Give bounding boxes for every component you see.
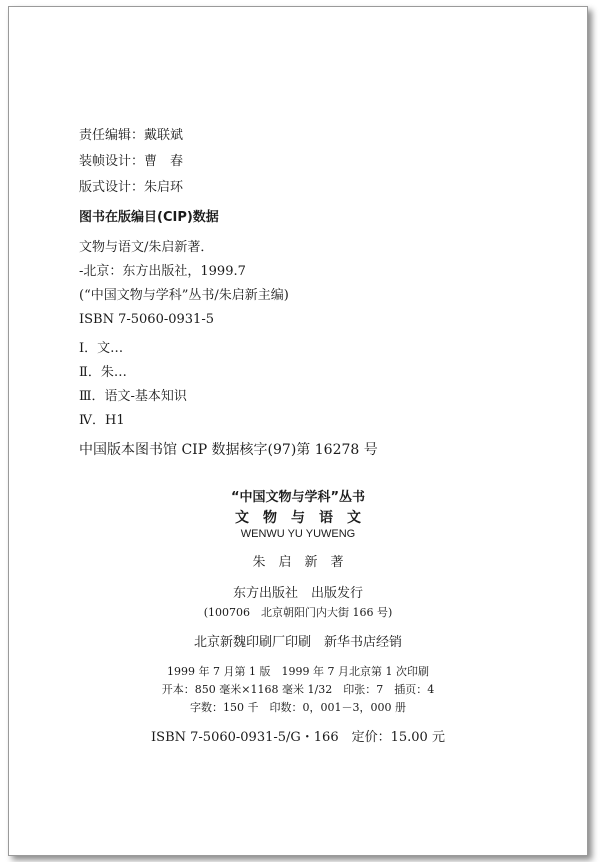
- format-info: 开本：850 毫米×1168 毫米 1/32 印张：7 插页：4: [161, 683, 435, 696]
- isbn-price: ISBN 7-5060-0931-5/G・166 定价：15.00 元: [151, 730, 445, 745]
- cip-heading: 图书在版编目(CIP)数据: [79, 210, 219, 225]
- cip-line: 文物与语文/朱启新著．: [79, 240, 214, 255]
- cip-line: (“中国文物与学科”丛书/朱启新主编): [79, 288, 289, 303]
- printer-distributor: 北京新魏印刷厂印刷 新华书店经销: [193, 635, 402, 650]
- publisher-address: (100706 北京朝阳门内大街 166 号): [203, 606, 393, 619]
- copyright-page: [8, 6, 588, 856]
- book-title: 文 物 与 语 文: [235, 510, 361, 526]
- cip-record-number: 中国版本图书馆 CIP 数据核字(97)第 16278 号: [79, 442, 378, 458]
- book-title-pinyin: WENWU YU YUWENG: [240, 528, 356, 540]
- cip-line: -北京：东方出版社，1999.7: [79, 264, 246, 279]
- binding-design-credit: 装帧设计：曹 春: [79, 154, 184, 169]
- cip-subject: Ⅲ．语文-基本知识: [79, 389, 187, 404]
- series-name: “中国文物与学科”丛书: [230, 490, 366, 505]
- edition-info: 1999 年 7 月第 1 版 1999 年 7 月北京第 1 次印刷: [167, 665, 429, 678]
- cip-line: ISBN 7-5060-0931-5: [79, 312, 214, 327]
- print-counts: 字数：150 千 印数：0，001－3，000 册: [190, 701, 406, 714]
- author: 朱 启 新 著: [252, 555, 344, 570]
- cip-subject: Ⅳ．H1: [79, 413, 125, 428]
- cip-subject: Ⅱ．朱…: [79, 365, 127, 380]
- publisher: 东方出版社 出版发行: [232, 586, 363, 601]
- layout-design-credit: 版式设计：朱启环: [79, 180, 184, 195]
- editor-credit: 责任编辑：戴联斌: [79, 128, 184, 143]
- cip-subject: Ⅰ．文…: [79, 341, 124, 356]
